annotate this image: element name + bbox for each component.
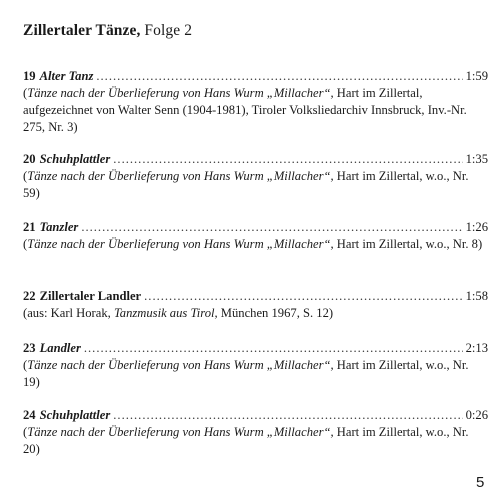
note-book-title: Tanzmusik aus Tirol, — [113, 306, 218, 320]
note-source-italic: Tänze nach der Überlieferung von Hans Wurm „Millacher“, — [27, 358, 334, 372]
track-line — [23, 151, 488, 168]
track-duration: 1:26 — [465, 220, 488, 234]
track-line — [23, 68, 488, 85]
track-duration: 1:35 — [465, 152, 488, 166]
track-number: 24 — [23, 408, 36, 422]
track-title: Tanzler — [39, 220, 79, 234]
note-source-italic: Tänze nach der Überlieferung von Hans Wurm „Millacher“, — [27, 86, 334, 100]
track-23 — [23, 340, 488, 391]
note-source-italic: Tänze nach der Überlieferung von Hans Wurm „Millacher“, — [27, 237, 334, 251]
track-note: (Tänze nach der Überlieferung von Hans Wurm „Millacher“, Hart im Zillertal, aufgezeichnet von Walter Senn (1904-1981), Tiroler Volksliedarchiv Innsbruck, Inv.-Nr. 275, Nr. 3) — [23, 86, 467, 134]
track-number: 20 — [23, 152, 36, 166]
note-source-text: Hart im Zillertal, w.o., Nr. 19) — [23, 358, 469, 389]
track-number: 21 — [23, 220, 36, 234]
track-duration: 2:13 — [465, 341, 488, 355]
track-line — [23, 288, 488, 305]
dot-leader — [113, 407, 462, 424]
dot-leader — [84, 340, 463, 357]
track-note: (Tänze nach der Überlieferung von Hans Wurm „Millacher“, Hart im Zillertal, w.o., Nr. 19) — [23, 358, 469, 389]
track-line — [23, 407, 488, 424]
track-21 — [23, 219, 488, 253]
track-title: Schuhplattler — [39, 152, 111, 166]
track-20 — [23, 151, 488, 202]
heading-title: Zillertaler Tänze, — [23, 22, 141, 39]
note-source-italic: Tänze nach der Überlieferung von Hans Wurm „Millacher“, — [27, 425, 334, 439]
track-19 — [23, 68, 488, 136]
note-source-text: Hart im Zillertal, w.o., Nr. 8) — [333, 237, 483, 251]
track-number: 23 — [23, 341, 36, 355]
track-duration: 0:26 — [465, 408, 488, 422]
track-note — [23, 305, 488, 322]
track-note: (Tänze nach der Überlieferung von Hans Wurm „Millacher“, Hart im Zillertal, w.o., Nr. 20) — [23, 425, 469, 456]
track-22 — [23, 288, 488, 322]
track-note: (Tänze nach der Überlieferung von Hans Wurm „Millacher“, Hart im Zillertal, w.o., Nr. 59) — [23, 169, 469, 200]
note-source-text: Hart im Zillertal, w.o., Nr. 20) — [23, 425, 469, 456]
dot-leader — [144, 288, 462, 305]
dot-leader — [96, 68, 462, 85]
page-heading — [23, 22, 192, 40]
track-title: Alter Tanz — [39, 69, 94, 83]
dot-leader — [113, 151, 462, 168]
track-line — [23, 340, 488, 357]
track-note: (Tänze nach der Überlieferung von Hans Wurm „Millacher“, Hart im Zillertal, w.o., Nr. 8) — [23, 237, 483, 251]
track-duration: 1:58 — [465, 289, 488, 303]
track-number: 22 — [23, 289, 36, 303]
note-source-text: München 1967, S. 12) — [217, 306, 334, 320]
track-line — [23, 219, 488, 236]
dot-leader — [81, 219, 462, 236]
heading-suffix: Folge 2 — [140, 22, 193, 39]
track-number: 19 — [23, 69, 36, 83]
track-duration: 1:59 — [465, 69, 488, 83]
note-source-text: Hart im Zillertal, aufgezeichnet von Walter Senn (1904-1981), Tiroler Volksliedarchiv Innsbruck, Inv.-Nr. 275, Nr. 3) — [23, 86, 467, 134]
track-title: Landler — [39, 341, 81, 355]
page-number: 5 — [476, 474, 485, 491]
track-24 — [23, 407, 488, 458]
track-title: Zillertaler Landler — [39, 289, 142, 303]
note-source-italic: Tänze nach der Überlieferung von Hans Wurm „Millacher“, — [27, 169, 334, 183]
track-title: Schuhplattler — [39, 408, 111, 422]
note-source-text: Hart im Zillertal, w.o., Nr. 59) — [23, 169, 469, 200]
note-prefix: (aus: Karl Horak, — [23, 306, 114, 320]
